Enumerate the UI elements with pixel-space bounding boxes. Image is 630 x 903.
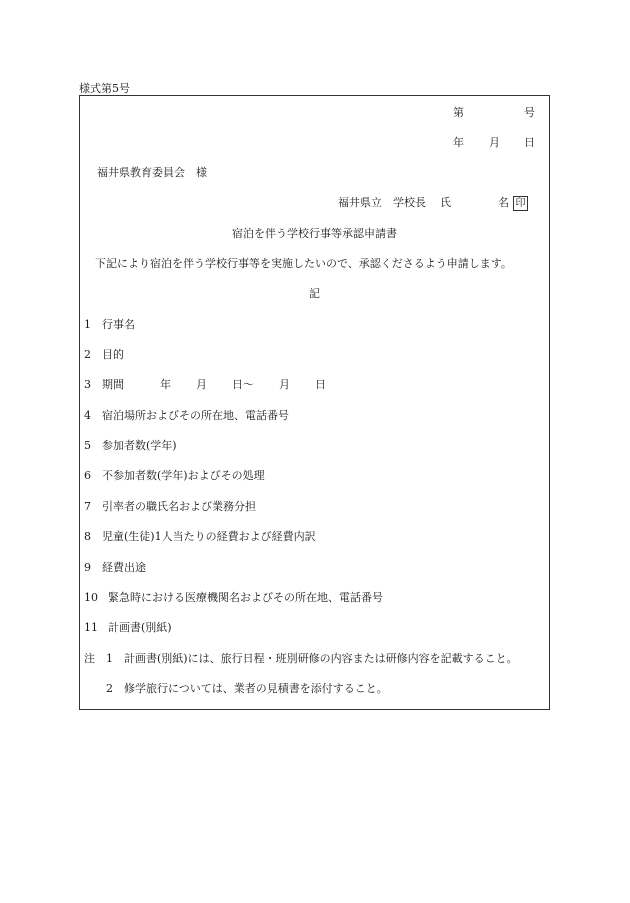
item-7: 7 引率者の職氏名および業務分担 bbox=[84, 500, 256, 513]
item-9: 9 経費出途 bbox=[84, 561, 146, 574]
item-10: 10 緊急時における医療機関名およびその所在地、電話番号 bbox=[84, 591, 383, 604]
ki-heading: 記 bbox=[309, 287, 320, 300]
period-day-from: 日～ bbox=[232, 378, 254, 391]
sender-shi: 氏 bbox=[440, 196, 451, 209]
seal-stamp: 印 bbox=[513, 196, 528, 211]
note-1-num: 1 bbox=[106, 652, 113, 665]
number-go: 号 bbox=[524, 106, 535, 119]
form-number: 様式第5号 bbox=[79, 82, 130, 95]
item-6: 6 不参加者数(学年)およびその処理 bbox=[84, 469, 265, 482]
item-11: 11 計画書(別紙) bbox=[84, 621, 172, 634]
application-form bbox=[79, 95, 550, 710]
period-year: 年 bbox=[160, 378, 171, 391]
item-8: 8 児童(生徒)1人当たりの経費および経費内訳 bbox=[84, 530, 316, 543]
item-1: 1 行事名 bbox=[84, 318, 135, 331]
item-2: 2 目的 bbox=[84, 348, 124, 361]
sender-title: 学校長 bbox=[393, 196, 426, 209]
period-month1: 月 bbox=[196, 378, 207, 391]
sender-mei-text: 名 bbox=[498, 196, 509, 209]
sender-school: 福井県立 bbox=[338, 196, 382, 209]
note-label: 注 bbox=[84, 652, 95, 665]
item-3: 3 期間 bbox=[84, 378, 124, 391]
note-2: 修学旅行については、業者の見積書を添付すること。 bbox=[124, 682, 388, 695]
period-day2: 日 bbox=[315, 378, 326, 391]
intro-text: 下記により宿泊を伴う学校行事等を実施したいので、承認くださるよう申請します。 bbox=[95, 257, 512, 270]
date-day: 日 bbox=[524, 136, 535, 149]
note-2-num: 2 bbox=[106, 682, 113, 695]
item-4: 4 宿泊場所およびその所在地、電話番号 bbox=[84, 409, 289, 422]
period-month2: 月 bbox=[279, 378, 290, 391]
document-title: 宿泊を伴う学校行事等承認申請書 bbox=[232, 227, 397, 240]
addressee: 福井県教育委員会 様 bbox=[97, 166, 207, 179]
sender-mei bbox=[498, 196, 528, 211]
item-5: 5 参加者数(学年) bbox=[84, 439, 177, 452]
date-year: 年 bbox=[453, 136, 464, 149]
date-month: 月 bbox=[489, 136, 500, 149]
number-dai: 第 bbox=[453, 106, 464, 119]
note-1: 計画書(別紙)には、旅行日程・班別研修の内容または研修内容を記載すること。 bbox=[124, 652, 518, 665]
